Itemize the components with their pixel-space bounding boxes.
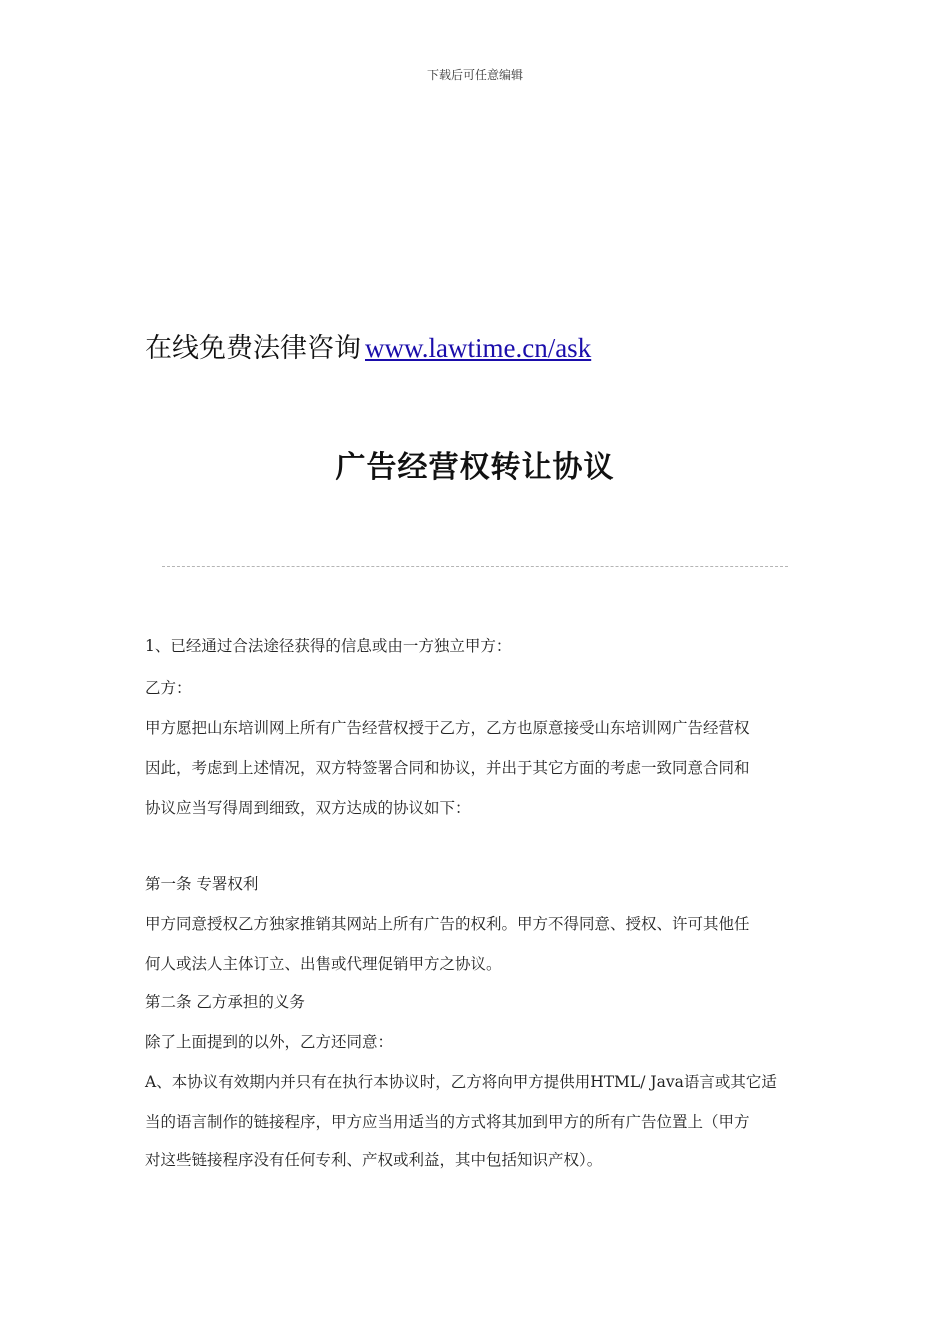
paragraph-3: 甲方愿把山东培训网上所有广告经营权授于乙方，乙方也原意接受山东培训网广告经营权 bbox=[145, 719, 750, 737]
consult-text: 在线免费法律咨询 bbox=[145, 333, 361, 364]
dashed-divider bbox=[162, 566, 788, 567]
paragraph-1: 1、已经通过合法途径获得的信息或由一方独立甲方： bbox=[145, 637, 512, 655]
paragraph-9: A、本协议有效期内并只有在执行本协议时，乙方将向甲方提供用HTML/ Java语言或其它适 bbox=[145, 1073, 777, 1091]
page-header-note: 下载后可任意编辑 bbox=[426, 68, 523, 82]
article-1-heading: 第一条 专署权利 bbox=[145, 875, 259, 893]
paragraph-8: 除了上面提到的以外，乙方还同意： bbox=[145, 1033, 394, 1051]
paragraph-11: 对这些链接程序没有任何专利、产权或利益，其中包括知识产权）。 bbox=[145, 1151, 603, 1169]
article-2-heading: 第二条 乙方承担的义务 bbox=[145, 993, 305, 1011]
paragraph-10: 当的语言制作的链接程序，甲方应当用适当的方式将其加到甲方的所有广告位置上（甲方 bbox=[145, 1113, 750, 1131]
paragraph-4: 因此，考虑到上述情况，双方特签署合同和协议，并出于其它方面的考虑一致同意合同和 bbox=[145, 759, 750, 777]
paragraph-7: 何人或法人主体订立、出售或代理促销甲方之协议。 bbox=[145, 955, 502, 973]
paragraph-5: 协议应当写得周到细致，双方达成的协议如下： bbox=[145, 799, 471, 817]
lawtime-link[interactable]: www.lawtime.cn/ask bbox=[365, 333, 592, 363]
paragraph-6: 甲方同意授权乙方独家推销其网站上所有广告的权利。甲方不得同意、授权、许可其他任 bbox=[145, 915, 750, 933]
document-title: 广告经营权转让协议 bbox=[335, 450, 615, 485]
paragraph-2: 乙方： bbox=[145, 679, 192, 697]
consult-line bbox=[145, 330, 591, 367]
